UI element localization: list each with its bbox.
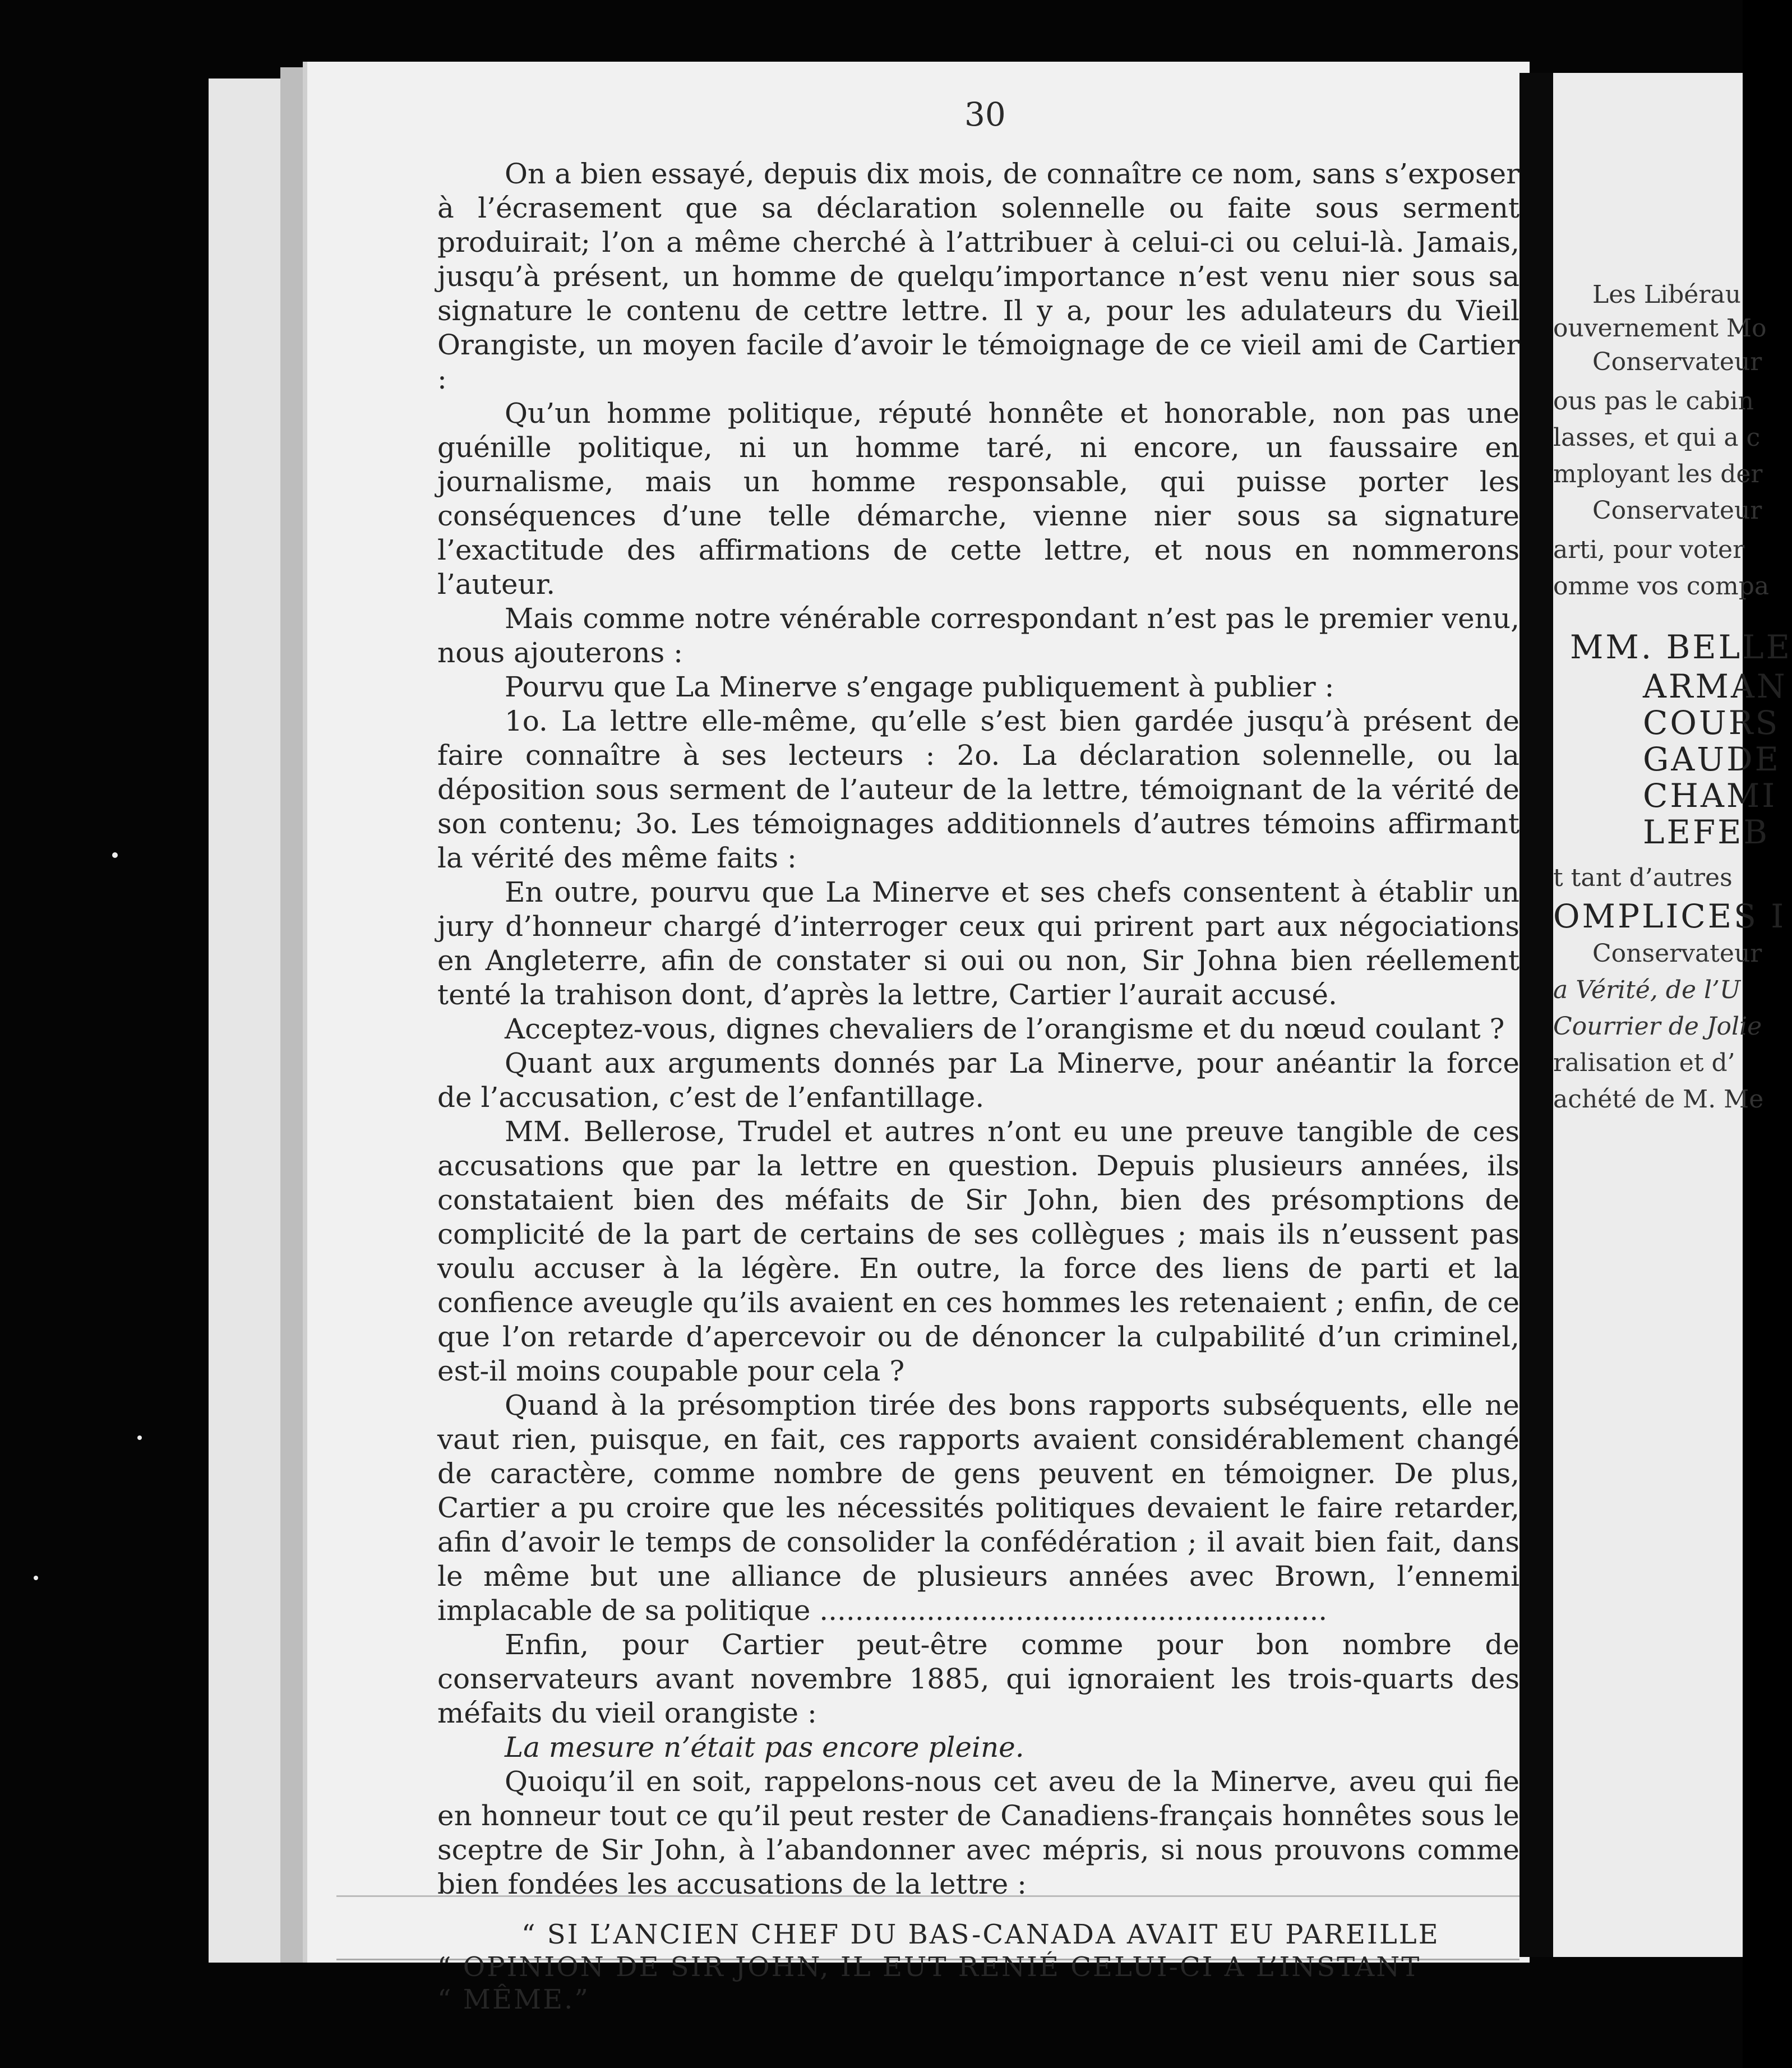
paragraph-5: 1o. La lettre elle-même, qu’elle s’est bien gardée jusqu’à présent de faire connaître à ses lecteurs : 2o. La déclaration solennelle, ou la déposition sous serment de l’auteur de la lettre, témoignant de la vérité de son contenu; 3o. Les témoignages additionnels d’autres témoins affirmant la vérité des même faits :: [437, 705, 1519, 874]
italic-line: La mesure n’était pas encore pleine.: [505, 1731, 1024, 1764]
scan-speck: [112, 852, 118, 858]
right-line: Conservateur: [1592, 496, 1762, 525]
page-body: [437, 157, 1519, 2016]
paragraph-11: Enfin, pour Cartier peut-être comme pour bon nombre de conservateurs avant novembre 1885, qui ignoraient les trois-quarts des méfaits du vieil orangiste :: [437, 1628, 1519, 1729]
paragraph-3: Mais comme notre vénérable correspondant n’est pas le premier venu, nous ajouterons :: [437, 602, 1519, 669]
page-gutter: [1519, 73, 1553, 1957]
right-line: GAUDE: [1643, 740, 1781, 778]
right-line: MM. BELLE: [1570, 628, 1792, 666]
scan-speck: [34, 1576, 38, 1580]
right-line: ouvernement Mo: [1553, 314, 1767, 343]
right-line: LEFEB: [1643, 813, 1770, 851]
paragraph-7: Acceptez-vous, dignes chevaliers de l’orangisme et du nœud coulant ?: [505, 1013, 1505, 1045]
quote-line-3: “ MÊME.”: [437, 1984, 590, 2015]
quote-line-2: “ OPINION DE SIR JOHN, IL EUT RENIÉ CELUI-CI A L’INSTANT: [437, 1951, 1421, 1983]
paragraph-6: En outre, pourvu que La Minerve et ses chefs consentent à établir un jury d’honneur chargé d’interroger ceux qui prirent part aux négociations en Angleterre, afin de constater si oui ou non, Sir Johna bien réellement tenté la trahison dont, d’après la lettre, Cartier l’aurait accusé.: [437, 876, 1519, 1011]
right-line: achété de M. Me: [1553, 1085, 1764, 1114]
right-line: a Vérité, de l’U: [1553, 976, 1741, 1004]
page-shadow: [280, 67, 303, 1963]
paragraph-4: Pourvu que La Minerve s’engage publiquement à publier :: [505, 671, 1334, 703]
right-line: mployant les der: [1553, 460, 1763, 488]
scan-speck: [137, 1435, 142, 1440]
right-line: OMPLICES I: [1553, 897, 1786, 935]
quote-line-1: “ SI L’ANCIEN CHEF DU BAS-CANADA AVAIT EU PAREILLE: [521, 1919, 1440, 1950]
paragraph-9: MM. Bellerose, Trudel et autres n’ont eu une preuve tangible de ces accusations que par la lettre en question. Depuis plusieurs années, ils constataient bien des méfaits de Sir John, bien des présomptions de complicité de la part de certains de ses collègues ; mais ils n’eussent pas voulu accuser à la légère. En outre, la force des liens de parti et la confience aveugle qu’ils avaient en ces hommes les retenaient ; enfin, de ce que l’on retarde d’apercevoir ou de dénoncer la culpabilité d’un criminel, est-il moins coupable pour cela ?: [437, 1115, 1519, 1387]
paragraph-1: On a bien essayé, depuis dix mois, de connaître ce nom, sans s’exposer à l’écrasement que sa déclaration solennelle ou faite sous serment produirait; l’on a même cherché à l’attribuer à celui-ci ou celui-là. Jamais, jusqu’à présent, un homme de quelqu’importance n’est venu nier sous sa signature le contenu de cettre lettre. Il y a, pour les adulateurs du Vieil Orangiste, un moyen facile d’avoir le témoignage de ce vieil ami de Cartier :: [437, 158, 1519, 395]
right-line: COURS: [1643, 704, 1780, 742]
right-line: ralisation et d’: [1553, 1049, 1735, 1077]
paragraph-13: Quoiqu’il en soit, rappelons-nous cet aveu de la Minerve, aveu qui fie en honneur tout ce qu’il peut rester de Canadiens-français honnêtes sous le sceptre de Sir John, à l’abandonner avec mépris, si nous prouvons comme bien fondées les accusations de la lettre :: [437, 1765, 1519, 1900]
right-line: Conservateur: [1592, 348, 1762, 376]
right-line: ARMAN: [1643, 667, 1788, 705]
page-number: 30: [964, 95, 1006, 133]
right-line: Les Libérau: [1592, 280, 1741, 309]
paragraph-10: Quand à la présomption tirée des bons rapports subséquents, elle ne vaut rien, puisque, en fait, ces rapports avaient considérablement changé de caractère, comme nombre de gens peuvent en témoigner. De plus, Cartier a pu croire que les nécessités politiques devaient le faire retarder, afin d’avoir le temps de consolider la confédération ; il avait bien fait, dans le même but une alliance de plusieurs années avec Brown, l’ennemi implacable de sa politique .........................................................: [437, 1389, 1519, 1627]
paragraph-8: Quant aux arguments donnés par La Minerve, pour anéantir la force de l’accusation, c’est de l’enfantillage.: [437, 1047, 1519, 1114]
right-line: t tant d’autres: [1553, 864, 1733, 892]
right-line: arti, pour voter: [1553, 536, 1745, 564]
right-line: omme vos compa: [1553, 572, 1770, 601]
right-line: CHAMI: [1643, 777, 1777, 815]
paragraph-2: Qu’un homme politique, réputé honnête et honorable, non pas une guénille politique, ni un homme taré, ni encore, un faussaire en journalisme, mais un homme responsable, qui puisse porter les conséquences d’une telle démarche, vienne nier sous sa signature l’exactitude des affirmations de cette lettre, et nous en nommerons l’auteur.: [437, 397, 1519, 601]
right-line: ous pas le cabin: [1553, 387, 1754, 416]
right-line: Conservateur: [1592, 939, 1762, 968]
closing-quote: [437, 1918, 1519, 2016]
right-line: lasses, et qui a c: [1553, 423, 1761, 452]
right-page: [1553, 73, 1792, 1957]
right-line: Courrier de Jolie: [1553, 1012, 1762, 1041]
